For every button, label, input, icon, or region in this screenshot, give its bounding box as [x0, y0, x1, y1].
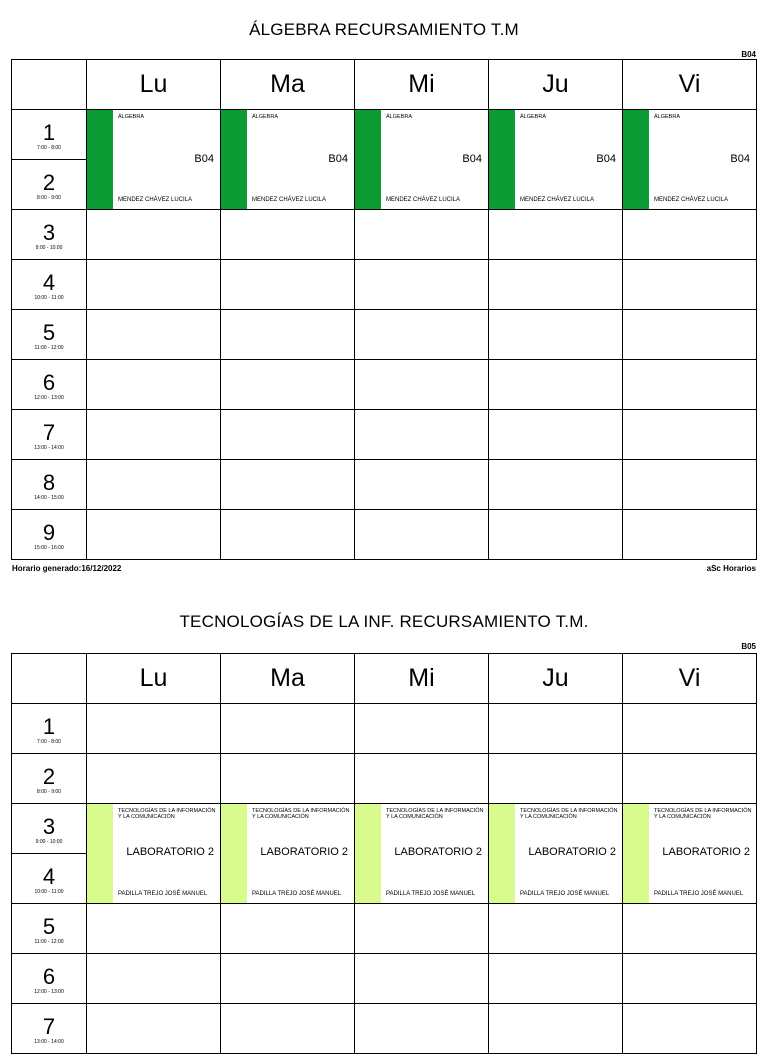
empty-slot[interactable] [355, 460, 489, 510]
lesson-teacher: MENDEZ CHÁVEZ LUCILA [520, 197, 595, 203]
generated-date: Horario generado:16/12/2022 [12, 564, 122, 573]
period-cell [12, 460, 87, 510]
day-header: Ju [489, 60, 623, 110]
empty-slot[interactable] [221, 954, 355, 1004]
empty-slot[interactable] [489, 410, 623, 460]
empty-slot[interactable] [87, 1004, 221, 1054]
period-cell [12, 804, 87, 854]
period-number: 3 [42, 814, 56, 839]
software-credit: aSc Horarios [706, 564, 756, 573]
empty-slot[interactable] [221, 410, 355, 460]
period-number: 6 [42, 370, 56, 395]
empty-slot[interactable] [623, 410, 757, 460]
subject-color-bar [87, 804, 113, 903]
empty-slot[interactable] [87, 754, 221, 804]
day-header: Ju [489, 654, 623, 704]
empty-slot[interactable] [221, 704, 355, 754]
lesson-room: B04 [596, 153, 616, 165]
period-cell [12, 310, 87, 360]
lesson-subject: TECNOLOGÍAS DE LA INFORMACIÓN Y LA COMUNICACIÓN [118, 808, 216, 820]
period-number: 2 [42, 170, 56, 195]
period-time: 14:00 - 15:00 [34, 495, 64, 501]
period-time: 13:00 - 14:00 [34, 1039, 64, 1045]
empty-slot[interactable] [489, 460, 623, 510]
period-time: 10:00 - 11:00 [34, 889, 64, 895]
empty-slot[interactable] [623, 704, 757, 754]
lesson-cell[interactable] [87, 110, 221, 210]
empty-slot[interactable] [623, 260, 757, 310]
lesson-room: LABORATORIO 2 [260, 846, 348, 858]
lesson-room: LABORATORIO 2 [126, 846, 214, 858]
lesson-subject: ÁLGEBRA [654, 114, 680, 120]
empty-slot[interactable] [221, 510, 355, 560]
lesson-room: B04 [730, 153, 750, 165]
empty-slot[interactable] [355, 754, 489, 804]
empty-slot[interactable] [489, 1004, 623, 1054]
empty-slot[interactable] [623, 510, 757, 560]
period-number: 8 [42, 470, 56, 495]
period-cell [12, 210, 87, 260]
day-header: Mi [355, 654, 489, 704]
lesson-teacher: MENDEZ CHÁVEZ LUCILA [252, 197, 327, 203]
empty-slot[interactable] [355, 704, 489, 754]
empty-slot[interactable] [87, 360, 221, 410]
lesson-room: B04 [328, 153, 348, 165]
period-time: 15:00 - 16:00 [34, 545, 64, 551]
period-number: 2 [42, 764, 56, 789]
empty-slot[interactable] [489, 954, 623, 1004]
lesson-teacher: PADILLA TREJO JOSÉ MANUEL [520, 891, 610, 897]
period-number: 4 [42, 270, 56, 295]
period-number: 1 [42, 120, 56, 145]
lesson-room: LABORATORIO 2 [662, 846, 750, 858]
period-cell [12, 160, 87, 210]
lesson-teacher: PADILLA TREJO JOSÉ MANUEL [654, 891, 744, 897]
lesson-cell[interactable] [489, 804, 623, 904]
subject-color-bar [221, 804, 247, 903]
lesson-cell[interactable] [355, 804, 489, 904]
lesson-room: LABORATORIO 2 [528, 846, 616, 858]
empty-slot[interactable] [221, 360, 355, 410]
lesson-room: B04 [194, 153, 214, 165]
empty-slot[interactable] [355, 210, 489, 260]
period-number: 7 [42, 1014, 56, 1039]
empty-slot[interactable] [355, 410, 489, 460]
empty-slot[interactable] [87, 210, 221, 260]
empty-slot[interactable] [87, 904, 221, 954]
lesson-subject: ÁLGEBRA [386, 114, 412, 120]
period-time: 9:00 - 10:00 [35, 839, 63, 845]
subject-color-bar [489, 110, 515, 209]
subject-color-bar [623, 804, 649, 903]
period-time: 10:00 - 11:00 [34, 295, 64, 301]
lesson-cell[interactable] [221, 110, 355, 210]
empty-slot[interactable] [489, 510, 623, 560]
empty-slot[interactable] [221, 260, 355, 310]
empty-slot[interactable] [623, 904, 757, 954]
period-number: 7 [42, 420, 56, 445]
empty-slot[interactable] [355, 954, 489, 1004]
room-tag: B04 [741, 50, 756, 59]
empty-slot[interactable] [489, 360, 623, 410]
corner-cell [12, 654, 87, 704]
lesson-teacher: PADILLA TREJO JOSÉ MANUEL [118, 891, 208, 897]
subject-color-bar [221, 110, 247, 209]
empty-slot[interactable] [355, 310, 489, 360]
period-cell [12, 904, 87, 954]
empty-slot[interactable] [489, 210, 623, 260]
subject-color-bar [355, 804, 381, 903]
empty-slot[interactable] [489, 704, 623, 754]
empty-slot[interactable] [623, 460, 757, 510]
day-header: Lu [87, 60, 221, 110]
empty-slot[interactable] [221, 460, 355, 510]
corner-cell [12, 60, 87, 110]
empty-slot[interactable] [87, 954, 221, 1004]
lesson-teacher: MENDEZ CHÁVEZ LUCILA [386, 197, 461, 203]
period-time: 12:00 - 13:00 [34, 989, 64, 995]
empty-slot[interactable] [221, 1004, 355, 1054]
empty-slot[interactable] [221, 904, 355, 954]
empty-slot[interactable] [87, 410, 221, 460]
subject-color-bar [489, 804, 515, 903]
lesson-cell[interactable] [489, 110, 623, 210]
empty-slot[interactable] [489, 310, 623, 360]
period-time: 12:00 - 13:00 [34, 395, 64, 401]
period-cell [12, 854, 87, 904]
period-time: 13:00 - 14:00 [34, 445, 64, 451]
lesson-subject: TECNOLOGÍAS DE LA INFORMACIÓN Y LA COMUNICACIÓN [252, 808, 350, 820]
period-number: 1 [42, 714, 56, 739]
lesson-subject: TECNOLOGÍAS DE LA INFORMACIÓN Y LA COMUNICACIÓN [520, 808, 618, 820]
empty-slot[interactable] [221, 310, 355, 360]
period-cell [12, 954, 87, 1004]
empty-slot[interactable] [355, 904, 489, 954]
lesson-subject: ÁLGEBRA [118, 114, 144, 120]
empty-slot[interactable] [87, 510, 221, 560]
subject-color-bar [87, 110, 113, 209]
day-header: Mi [355, 60, 489, 110]
empty-slot[interactable] [87, 260, 221, 310]
empty-slot[interactable] [355, 360, 489, 410]
subject-color-bar [355, 110, 381, 209]
empty-slot[interactable] [489, 754, 623, 804]
period-cell [12, 1004, 87, 1054]
lesson-teacher: PADILLA TREJO JOSÉ MANUEL [252, 891, 342, 897]
lesson-cell[interactable] [87, 804, 221, 904]
period-time: 8:00 - 9:00 [37, 789, 61, 795]
empty-slot[interactable] [623, 310, 757, 360]
period-time: 8:00 - 9:00 [37, 195, 61, 201]
empty-slot[interactable] [87, 310, 221, 360]
period-cell [12, 360, 87, 410]
lesson-teacher: MENDEZ CHÁVEZ LUCILA [654, 197, 729, 203]
lesson-subject: TECNOLOGÍAS DE LA INFORMACIÓN Y LA COMUNICACIÓN [386, 808, 484, 820]
empty-slot[interactable] [489, 904, 623, 954]
empty-slot[interactable] [623, 754, 757, 804]
day-header: Ma [221, 60, 355, 110]
period-number: 5 [42, 320, 56, 345]
empty-slot[interactable] [623, 1004, 757, 1054]
period-time: 7:00 - 8:00 [37, 739, 61, 745]
day-header: Lu [87, 654, 221, 704]
lesson-cell[interactable] [355, 110, 489, 210]
period-cell [12, 260, 87, 310]
room-tag: B05 [741, 642, 756, 651]
empty-slot[interactable] [221, 210, 355, 260]
lesson-subject: ÁLGEBRA [520, 114, 546, 120]
period-cell [12, 510, 87, 560]
day-header: Ma [221, 654, 355, 704]
empty-slot[interactable] [87, 704, 221, 754]
lesson-subject: TECNOLOGÍAS DE LA INFORMACIÓN Y LA COMUNICACIÓN [654, 808, 752, 820]
period-cell [12, 410, 87, 460]
subject-color-bar [623, 110, 649, 209]
lesson-teacher: PADILLA TREJO JOSÉ MANUEL [386, 891, 476, 897]
lesson-subject: ÁLGEBRA [252, 114, 278, 120]
day-header: Vi [623, 654, 757, 704]
period-cell [12, 704, 87, 754]
period-number: 9 [42, 520, 56, 545]
period-time: 11:00 - 12:00 [34, 939, 64, 945]
period-number: 5 [42, 914, 56, 939]
empty-slot[interactable] [355, 1004, 489, 1054]
empty-slot[interactable] [623, 210, 757, 260]
empty-slot[interactable] [355, 510, 489, 560]
empty-slot[interactable] [87, 460, 221, 510]
period-time: 9:00 - 10:00 [35, 245, 63, 251]
period-time: 11:00 - 12:00 [34, 345, 64, 351]
period-time: 7:00 - 8:00 [37, 145, 61, 151]
schedule-title: ÁLGEBRA RECURSAMIENTO T.M [249, 20, 519, 39]
empty-slot[interactable] [623, 360, 757, 410]
period-number: 3 [42, 220, 56, 245]
empty-slot[interactable] [221, 754, 355, 804]
lesson-teacher: MENDEZ CHÁVEZ LUCILA [118, 197, 193, 203]
lesson-room: B04 [462, 153, 482, 165]
lesson-cell[interactable] [623, 110, 757, 210]
schedule-title: TECNOLOGÍAS DE LA INF. RECURSAMIENTO T.M. [179, 612, 589, 631]
lesson-cell[interactable] [623, 804, 757, 904]
lesson-cell[interactable] [221, 804, 355, 904]
timetable-grid [11, 653, 757, 1054]
day-header: Vi [623, 60, 757, 110]
period-cell [12, 754, 87, 804]
empty-slot[interactable] [355, 260, 489, 310]
period-cell [12, 110, 87, 160]
period-number: 6 [42, 964, 56, 989]
lesson-room: LABORATORIO 2 [394, 846, 482, 858]
empty-slot[interactable] [623, 954, 757, 1004]
period-number: 4 [42, 864, 56, 889]
timetable-grid [11, 59, 757, 560]
empty-slot[interactable] [489, 260, 623, 310]
